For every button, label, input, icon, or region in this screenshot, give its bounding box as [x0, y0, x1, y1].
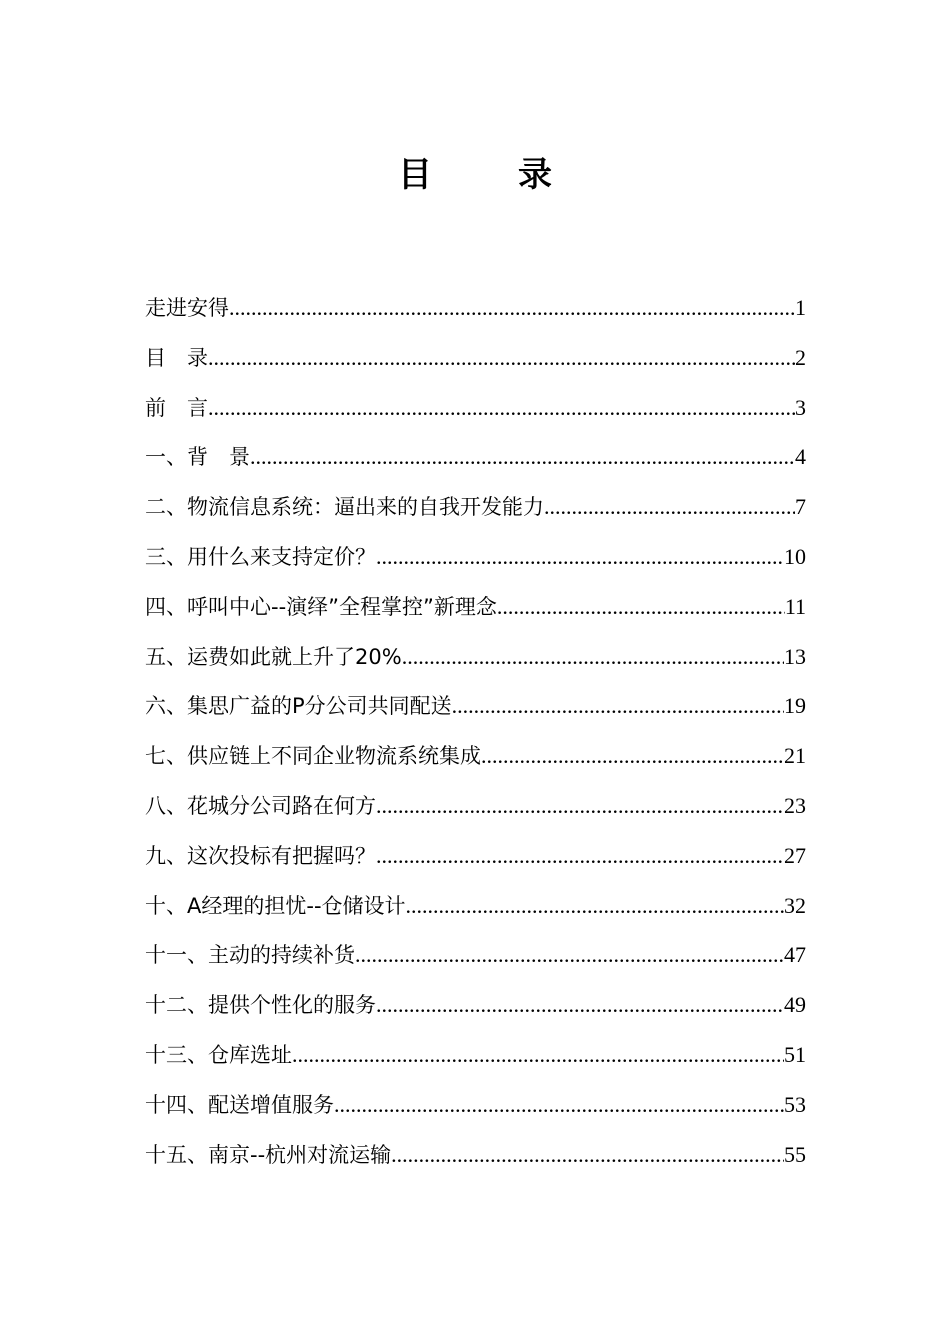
toc-page-number: 49	[784, 992, 806, 1018]
toc-entry[interactable]	[145, 585, 806, 635]
toc-entry-label: 六、集思广益的P分公司共同配送	[145, 694, 452, 719]
toc-dot-leader	[292, 1033, 784, 1077]
toc-entry[interactable]	[145, 635, 806, 685]
toc-entry-label: 目 录	[145, 345, 208, 370]
toc-entry-label: 十三、仓库选址	[145, 1042, 292, 1067]
toc-entry-label: 十二、提供个性化的服务	[145, 993, 376, 1018]
table-of-contents	[145, 286, 806, 1182]
toc-dot-leader	[208, 386, 795, 430]
toc-entry-label: 三、用什么来支持定价？	[145, 544, 376, 569]
toc-entry[interactable]	[145, 884, 806, 934]
toc-entry-label: 八、花城分公司路在何方	[145, 793, 376, 818]
toc-entry-label: 走进安得	[145, 296, 229, 320]
toc-dot-leader	[250, 435, 795, 479]
toc-entry[interactable]	[145, 485, 806, 535]
toc-page-number: 13	[784, 643, 806, 669]
toc-page-number: 32	[784, 892, 806, 918]
toc-dot-leader	[376, 834, 784, 878]
toc-dot-leader	[208, 336, 795, 380]
toc-entry-label: 二、物流信息系统：逼出来的自我开发能力	[145, 495, 544, 520]
toc-entry[interactable]	[145, 734, 806, 784]
toc-entry-label: 十、A经理的担忧--仓储设计	[145, 893, 406, 918]
toc-page-number: 1	[795, 295, 806, 320]
toc-page-number: 55	[784, 1141, 806, 1167]
toc-entry-label: 前 言	[145, 395, 208, 420]
toc-page-number: 21	[784, 743, 806, 769]
toc-entry-label: 十五、南京--杭州对流运输	[145, 1142, 392, 1167]
toc-entry-label: 七、供应链上不同企业物流系统集成	[145, 744, 481, 769]
toc-dot-leader	[376, 983, 784, 1027]
toc-page-number: 53	[784, 1091, 806, 1117]
toc-entry-label: 十一、主动的持续补货	[145, 943, 355, 968]
toc-page-number: 4	[795, 444, 806, 470]
toc-entry[interactable]	[145, 386, 806, 436]
toc-entry-label: 九、这次投标有把握吗？	[145, 843, 376, 868]
toc-entry-label: 五、运费如此就上升了20%	[145, 644, 402, 669]
toc-entry[interactable]	[145, 336, 806, 386]
toc-entry[interactable]	[145, 1033, 806, 1083]
toc-dot-leader	[391, 1133, 784, 1177]
toc-page-number: 19	[784, 693, 806, 719]
toc-page-number: 3	[795, 394, 806, 420]
toc-dot-leader	[544, 485, 795, 529]
toc-dot-leader	[376, 535, 784, 579]
toc-entry[interactable]	[145, 684, 806, 734]
toc-page-number: 11	[784, 593, 806, 619]
toc-page-number: 23	[784, 792, 806, 818]
toc-entry[interactable]	[145, 1083, 806, 1133]
toc-dot-leader	[355, 933, 784, 977]
toc-dot-leader	[452, 684, 784, 728]
toc-entry[interactable]	[145, 784, 806, 834]
toc-page-number: 27	[784, 842, 806, 868]
toc-page-number: 10	[784, 543, 806, 569]
toc-entry[interactable]	[145, 933, 806, 983]
toc-entry[interactable]	[145, 435, 806, 485]
toc-page-number: 7	[795, 494, 806, 520]
toc-page-number: 47	[784, 942, 806, 968]
page-title: 目 录	[398, 154, 578, 195]
toc-dot-leader	[481, 734, 784, 778]
toc-entry[interactable]	[145, 834, 806, 884]
toc-entry[interactable]	[145, 535, 806, 585]
toc-dot-leader	[406, 884, 784, 928]
toc-entry-label: 一、背 景	[145, 445, 250, 470]
toc-dot-leader	[376, 784, 784, 828]
toc-entry[interactable]	[145, 983, 806, 1033]
toc-page-number: 51	[784, 1041, 806, 1067]
toc-dot-leader	[402, 635, 784, 679]
toc-dot-leader	[497, 585, 785, 629]
toc-dot-leader	[229, 286, 795, 330]
toc-page-number: 2	[795, 344, 806, 370]
toc-entry-label: 四、呼叫中心--演绎”全程掌控”新理念	[145, 594, 497, 619]
toc-entry[interactable]	[145, 1133, 806, 1183]
toc-entry[interactable]	[145, 286, 806, 336]
toc-entry-label: 十四、配送增值服务	[145, 1092, 334, 1117]
toc-dot-leader	[334, 1083, 784, 1127]
